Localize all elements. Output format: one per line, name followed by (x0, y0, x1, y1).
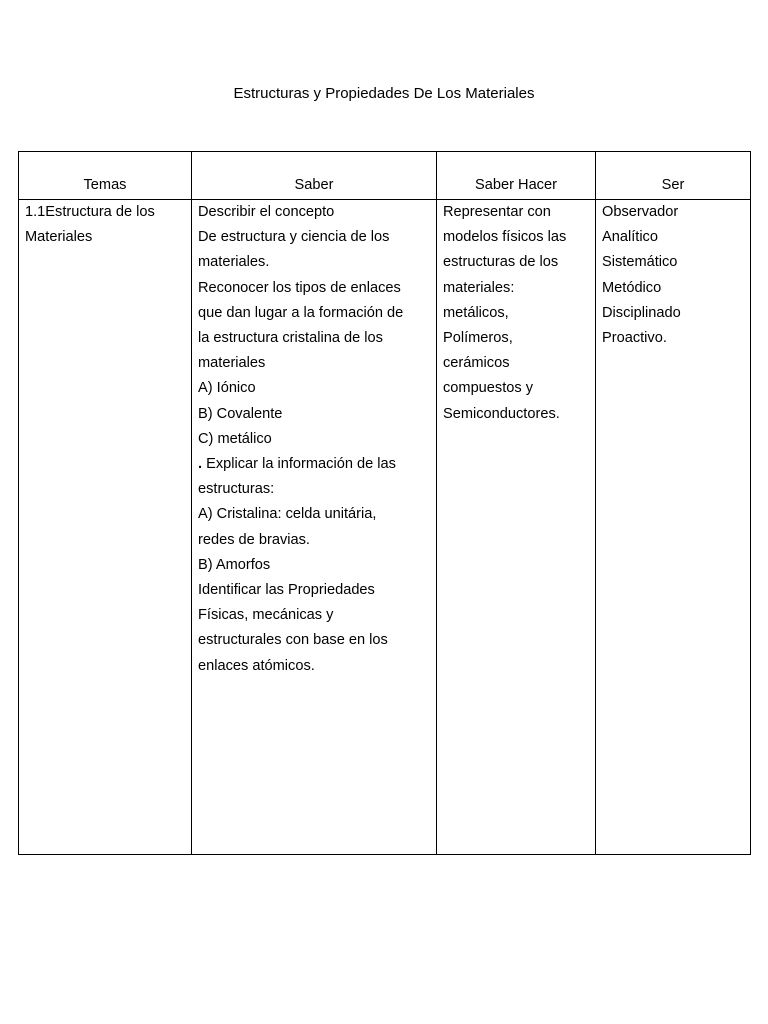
header-temas: Temas (19, 152, 192, 200)
saber-line: materiales. (198, 254, 270, 271)
saber-line: estructuras: (198, 481, 275, 498)
saber-hacer-line: Semiconductores. (443, 405, 560, 422)
header-saber-hacer: Saber Hacer (437, 152, 596, 200)
saber-hacer-line: modelos físicos las (443, 229, 567, 246)
content-table (18, 151, 751, 855)
saber-line-text: Explicar la información de las (206, 456, 396, 473)
table-header-row (19, 152, 751, 200)
saber-line: materiales (198, 355, 266, 372)
saber-hacer-line: Polímeros, (443, 330, 513, 347)
page-title: Estructuras y Propiedades De Los Materiales (233, 85, 535, 102)
cell-temas (19, 200, 192, 855)
saber-line: Describir el concepto (198, 204, 335, 220)
ser-line: Proactivo. (602, 330, 667, 347)
ser-line: Disciplinado (602, 304, 681, 321)
cell-ser (596, 200, 751, 855)
ser-line: Sistemático (602, 254, 678, 271)
saber-line: B) Amorfos (198, 556, 271, 573)
cell-saber-hacer (437, 200, 596, 855)
saber-hacer-line: cerámicos (443, 355, 510, 372)
saber-line: redes de bravias. (198, 531, 310, 548)
saber-line: enlaces atómicos. (198, 657, 315, 674)
saber-line: Físicas, mecánicas y (198, 607, 334, 624)
saber-line: B) Covalente (198, 405, 283, 422)
saber-line: A) Cristalina: celda unitária, (198, 506, 377, 523)
saber-line: De estructura y ciencia de los (198, 229, 390, 246)
header-ser: Ser (596, 152, 751, 200)
table-row (19, 200, 751, 855)
ser-line: Metódico (602, 279, 662, 296)
saber-hacer-line: compuestos y (443, 380, 534, 397)
header-saber: Saber (192, 152, 437, 200)
saber-line: Reconocer los tipos de enlaces (198, 279, 401, 296)
saber-line: Identificar las Propriedades (198, 582, 375, 599)
saber-line: la estructura cristalina de los (198, 330, 383, 347)
ser-line: Analítico (602, 229, 658, 246)
saber-line: A) Iónico (198, 380, 256, 397)
temas-line: 1.1Estructura de los (25, 204, 155, 220)
saber-hacer-line: materiales: (443, 279, 515, 296)
saber-bullet-line (198, 452, 430, 477)
temas-line: Materiales (25, 229, 93, 246)
saber-line: C) metálico (198, 430, 272, 447)
saber-line: estructurales con base en los (198, 632, 388, 649)
saber-hacer-line: estructuras de los (443, 254, 559, 271)
saber-line: que dan lugar a la formación de (198, 304, 404, 321)
saber-hacer-line: metálicos, (443, 304, 509, 321)
cell-saber (192, 200, 437, 855)
saber-hacer-line: Representar con (443, 204, 551, 220)
bullet-dot: . (198, 456, 203, 473)
ser-line: Observador (602, 204, 679, 220)
